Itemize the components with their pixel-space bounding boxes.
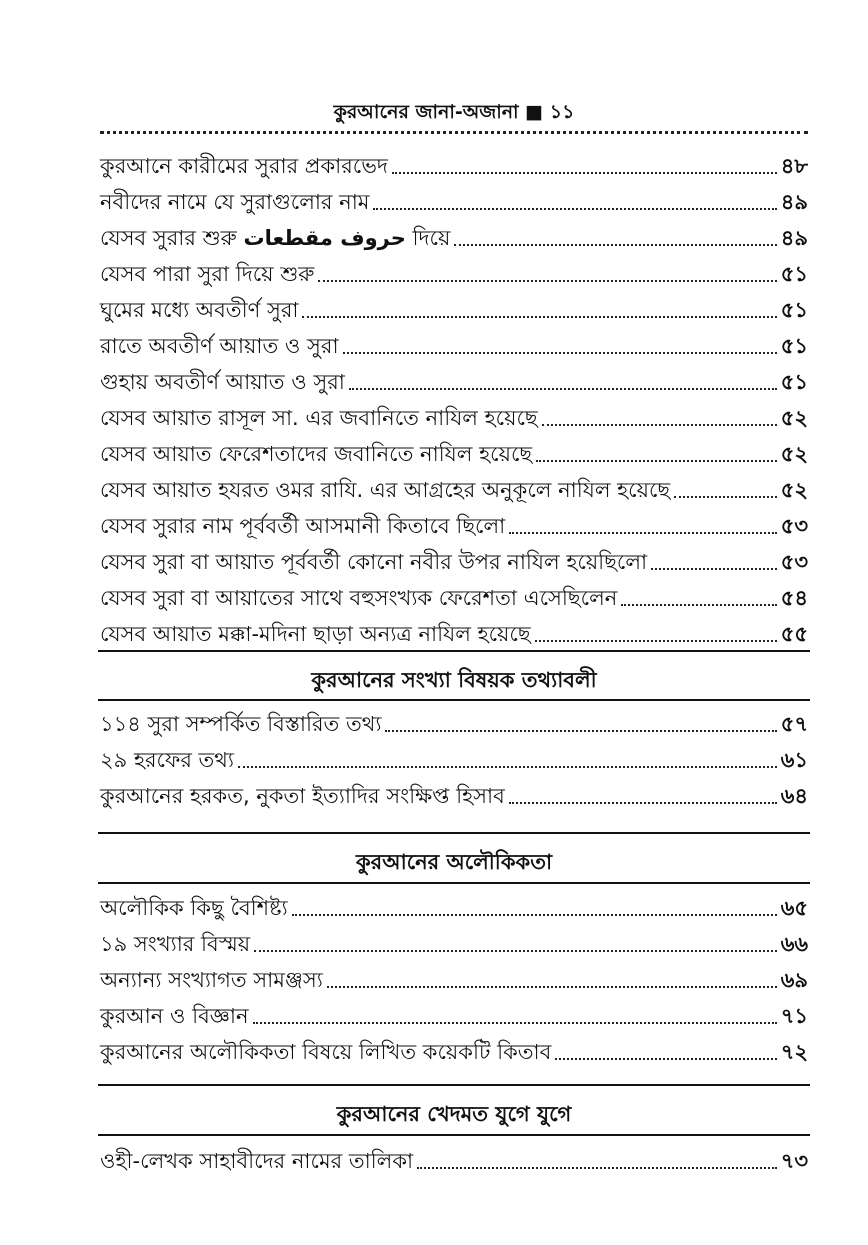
- toc-entry-page: ৫৩: [780, 514, 808, 538]
- toc-entry-page: ৫৭: [780, 712, 808, 736]
- toc-entry-title: ১৯ সংখ্যার বিস্ময়: [100, 932, 251, 956]
- toc-list-section-2: [100, 890, 808, 1070]
- running-head: কুরআনের জানা-অজানা ■ ১১: [333, 101, 575, 123]
- dot-leader: [373, 208, 776, 210]
- dot-leader: [536, 460, 777, 462]
- dot-leader: [674, 496, 777, 498]
- toc-entry-page: ৬৫: [780, 896, 808, 920]
- toc-entry: [100, 184, 808, 220]
- dot-leader: [542, 424, 777, 426]
- toc-entry: [100, 742, 808, 778]
- section-rule: [98, 699, 810, 701]
- dot-leader: [509, 802, 777, 804]
- toc-entry-title: ২৯ হরফের তথ্য: [100, 748, 234, 772]
- toc-entry-title: নবীদের নামে যে সুরাগুলোর নাম: [100, 190, 370, 214]
- toc-entry-title: যেসব আয়াত মক্কা-মদিনা ছাড়া অন্যত্র নাযিল হয়েছে: [100, 622, 531, 646]
- section-heading: কুরআনের খেদমত যুগে যুগে: [336, 1102, 572, 1126]
- toc-entry-title: যেসব আয়াত হযরত ওমর রাযি. এর আগ্রহের অনুকূলে নাযিল হয়েছে: [100, 478, 671, 502]
- toc-entry: [100, 256, 808, 292]
- toc-entry-title: ওহী-লেখক সাহাবীদের নামের তালিকা: [100, 1149, 414, 1173]
- toc-entry-title: কুরআনে কারীমের সুরার প্রকারভেদ: [100, 154, 388, 178]
- toc-entry-title: যেসব সুরা বা আয়াতের সাথে বহুসংখ্যক ফেরেশতা এসেছিলেন: [100, 586, 618, 610]
- toc-entry-page: ৫২: [780, 406, 808, 430]
- dot-leader: [651, 568, 777, 570]
- toc-entry: [100, 1143, 808, 1179]
- toc-entry-title-part: দিয়ে: [405, 226, 451, 250]
- section-rule: [98, 882, 810, 884]
- toc-entry-page: ৫১: [780, 334, 808, 358]
- section-rule: [98, 1084, 810, 1086]
- toc-entry-page: ৫৩: [780, 550, 808, 574]
- dot-leader: [555, 1058, 776, 1060]
- toc-entry-title: কুরআনের হরকত, নুকতা ইত্যাদির সংক্ষিপ্ত হিসাব: [100, 784, 505, 808]
- toc-entry: [100, 778, 808, 814]
- toc-entry: [100, 472, 808, 508]
- toc-entry-title: যেসব সুরার নাম পূর্ববর্তী আসমানী কিতাবে ছিলো: [100, 514, 506, 538]
- toc-entry: [100, 292, 808, 328]
- toc-entry-title: যেসব আয়াত ফেরেশতাদের জবানিতে নাযিল হয়েছে: [100, 442, 533, 466]
- toc-entry: [100, 436, 808, 472]
- dot-leader: [454, 244, 776, 246]
- toc-entry-title: যেসব আয়াত রাসূল সা. এর জবানিতে নাযিল হয়েছে: [100, 406, 538, 430]
- toc-entry-title-part: যেসব সুরার শুরু: [100, 226, 244, 250]
- toc-entry-title: [100, 220, 450, 256]
- toc-entry-page: ৪৮: [780, 154, 808, 178]
- toc-entry: [100, 890, 808, 926]
- toc-entry-page: ৭৩: [780, 1149, 808, 1173]
- toc-entry-title: অলৌকিক কিছু বৈশিষ্ট্য: [100, 896, 288, 920]
- toc-entry-page: ৫১: [780, 370, 808, 394]
- toc-entry-title: গুহায় অবতীর্ণ আয়াত ও সুরা: [100, 370, 345, 394]
- toc-entry-title: কুরআন ও বিজ্ঞান: [100, 1004, 249, 1028]
- toc-list-intro: [100, 148, 808, 652]
- dot-leader: [509, 532, 777, 534]
- dot-leader: [253, 1022, 777, 1024]
- toc-entry-page: ৪৯: [780, 190, 808, 214]
- section-rule: [98, 1134, 810, 1136]
- toc-entry: [100, 220, 808, 256]
- toc-entry: [100, 508, 808, 544]
- toc-entry-title: কুরআনের অলৌকিকতা বিষয়ে লিখিত কয়েকটি কিতাব: [100, 1040, 552, 1064]
- toc-list-section-3: [100, 1143, 808, 1179]
- section-rule: [98, 832, 810, 834]
- dot-leader: [349, 388, 777, 390]
- toc-entry-page: ৬৯: [780, 968, 808, 992]
- dot-leader: [417, 1167, 777, 1169]
- section-heading: কুরআনের সংখ্যা বিষয়ক তথ্যাবলী: [311, 668, 597, 692]
- toc-entry: [100, 616, 808, 652]
- toc-entry: [100, 998, 808, 1034]
- toc-entry: [100, 926, 808, 962]
- dot-leader: [254, 950, 777, 952]
- toc-entry-page: ৫৫: [780, 622, 808, 646]
- section-rule: [98, 650, 810, 652]
- toc-entry-title: ঘুমের মধ্যে অবতীর্ণ সুরা: [100, 298, 299, 322]
- dot-leader: [327, 986, 777, 988]
- toc-list-section-1: [100, 706, 808, 814]
- dot-leader: [302, 316, 776, 318]
- toc-entry-page: ৭২: [780, 1040, 808, 1064]
- dot-leader: [343, 352, 777, 354]
- dot-leader: [392, 172, 777, 174]
- toc-entry-page: ৭১: [780, 1004, 808, 1028]
- toc-entry-title: যেসব পারা সুরা দিয়ে শুরু: [100, 262, 315, 286]
- toc-entry-page: ৫১: [780, 298, 808, 322]
- toc-entry-page: ৫২: [780, 442, 808, 466]
- toc-entry-page: ৬৪: [780, 784, 808, 808]
- section-heading: কুরআনের অলৌকিকতা: [355, 850, 553, 874]
- toc-entry-page: ৫৪: [780, 586, 808, 610]
- toc-entry: [100, 148, 808, 184]
- dot-leader: [621, 604, 776, 606]
- toc-entry-page: ৫১: [780, 262, 808, 286]
- toc-entry-page: ৫২: [780, 478, 808, 502]
- toc-entry: [100, 706, 808, 742]
- toc-entry: [100, 544, 808, 580]
- toc-entry-page: ৬১: [780, 748, 808, 772]
- toc-entry-page: ৪৯: [780, 226, 808, 250]
- toc-entry-title: ১১৪ সুরা সম্পর্কিত বিস্তারিত তথ্য: [100, 712, 382, 736]
- toc-entry-title: রাতে অবতীর্ণ আয়াত ও সুরা: [100, 334, 339, 358]
- toc-entry: [100, 328, 808, 364]
- toc-entry: [100, 400, 808, 436]
- toc-entry-title: অন্যান্য সংখ্যাগত সামঞ্জস্য: [100, 968, 323, 992]
- dot-leader: [238, 766, 777, 768]
- toc-entry-page: ৬৬: [780, 932, 808, 956]
- dot-leader: [535, 640, 777, 642]
- dot-leader: [292, 914, 777, 916]
- toc-entry-title: যেসব সুরা বা আয়াত পূর্ববর্তী কোনো নবীর উপর নাযিল হয়েছিলো: [100, 550, 648, 574]
- toc-entry: [100, 962, 808, 998]
- dotted-divider: [100, 131, 808, 134]
- toc-entry: [100, 580, 808, 616]
- toc-entry: [100, 364, 808, 400]
- dot-leader: [318, 280, 776, 282]
- toc-entry: [100, 1034, 808, 1070]
- arabic-phrase: حروف مقطعات: [243, 226, 406, 250]
- dot-leader: [385, 730, 776, 732]
